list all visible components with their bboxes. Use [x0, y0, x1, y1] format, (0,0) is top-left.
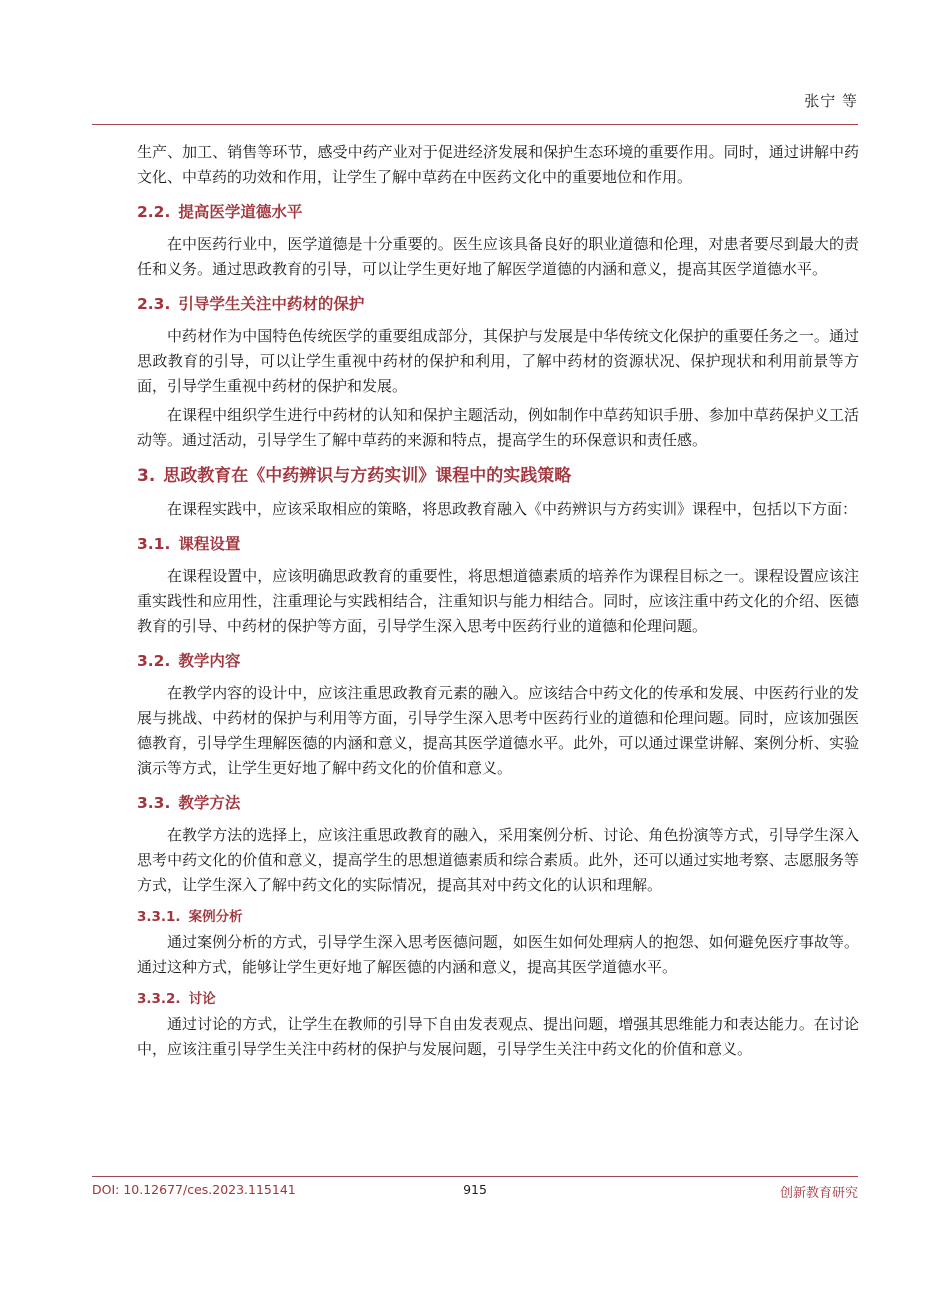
section-title: 案例分析: [188, 909, 243, 925]
paragraph: 通过讨论的方式，让学生在教师的引导下自由发表观点、提出问题，增强其思维能力和表达能力。在讨论中，应该注重引导学生关注中药材的保护与发展问题，引导学生关注中药文化的价值和意义。: [137, 1015, 859, 1058]
section-number: 3.3.: [137, 794, 171, 812]
section-title: 讨论: [188, 991, 216, 1007]
section-title: 提高医学道德水平: [178, 203, 303, 221]
running-header-author: 张宁 等: [804, 92, 858, 110]
doi-link[interactable]: DOI: 10.12677/ces.2023.115141: [92, 1182, 296, 1197]
section-title: 课程设置: [178, 535, 241, 553]
footer-divider: [92, 1176, 858, 1177]
paragraph: 生产、加工、销售等环节，感受中药产业对于促进经济发展和保护生态环境的重要作用。同时，通过讲解中药文化、中草药的功效和作用，让学生了解中草药在中医药文化中的重要地位和作用。: [137, 143, 859, 186]
section-heading-3-3-1: [137, 906, 859, 928]
paragraph: 在教学方法的选择上，应该注重思政教育的融入，采用案例分析、讨论、角色扮演等方式，引导学生深入思考中药文化的价值和意义，提高学生的思想道德素质和综合素质。此外，还可以通过实地考察、志愿服务等方式，让学生深入了解中药文化的实际情况，提高其对中药文化的认识和理解。: [137, 826, 859, 894]
paragraph: 在课程实践中，应该采取相应的策略，将思政教育融入《中药辨识与方药实训》课程中，包括以下方面：: [167, 500, 858, 518]
header-divider: [92, 124, 858, 125]
paragraph: 中药材作为中国特色传统医学的重要组成部分，其保护与发展是中华传统文化保护的重要任务之一。通过思政教育的引导，可以让学生重视中药材的保护和利用，了解中药材的资源状况、保护现状和利用前景等方面，引导学生重视中药材的保护和发展。: [137, 327, 859, 395]
section-title: 思政教育在《中药辨识与方药实训》课程中的实践策略: [163, 466, 572, 486]
article-body: [137, 140, 859, 1066]
paragraph: 在课程设置中，应该明确思政教育的重要性，将思想道德素质的培养作为课程目标之一。课程设置应该注重实践性和应用性，注重理论与实践相结合，注重知识与能力相结合。同时，应该注重中药文化的介绍、医德教育的引导、中药材的保护等方面，引导学生深入思考中医药行业的道德和伦理问题。: [137, 567, 859, 635]
section-number: 2.3.: [137, 295, 171, 313]
paragraph: 在教学内容的设计中，应该注重思政教育元素的融入。应该结合中药文化的传承和发展、中医药行业的发展与挑战、中药材的保护与利用等方面，引导学生深入思考中医药行业的道德和伦理问题。同时，应该加强医德教育，引导学生理解医德的内涵和意义，提高其医学道德水平。此外，可以通过课堂讲解、案例分析、实验演示等方式，让学生更好地了解中药文化的价值和意义。: [137, 684, 859, 777]
paragraph: 通过案例分析的方式，引导学生深入思考医德问题，如医生如何处理病人的抱怨、如何避免医疗事故等。通过这种方式，能够让学生更好地了解医德的内涵和意义，提高其医学道德水平。: [137, 933, 859, 976]
section-number: 3.1.: [137, 535, 171, 553]
section-heading-3-2: [137, 649, 859, 673]
section-heading-3: [137, 463, 859, 489]
section-heading-3-1: [137, 532, 859, 556]
section-heading-3-3-2: [137, 988, 859, 1010]
section-heading-2-3: [137, 292, 859, 316]
paragraph: 在课程中组织学生进行中药材的认知和保护主题活动，例如制作中草药知识手册、参加中草药保护义工活动等。通过活动，引导学生了解中草药的来源和特点，提高学生的环保意识和责任感。: [137, 406, 859, 449]
paragraph: 在中医药行业中，医学道德是十分重要的。医生应该具备良好的职业道德和伦理，对患者要尽到最大的责任和义务。通过思政教育的引导，可以让学生更好地了解医学道德的内涵和意义，提高其医学道德水平。: [137, 235, 859, 278]
section-title: 引导学生关注中药材的保护: [178, 295, 365, 313]
page-number: 915: [463, 1182, 487, 1197]
section-number: 3.2.: [137, 652, 171, 670]
section-number: 3.: [137, 466, 156, 486]
section-title: 教学方法: [178, 794, 241, 812]
section-number: 3.3.1.: [137, 909, 181, 925]
section-heading-2-2: [137, 200, 859, 224]
page-footer: [92, 1182, 858, 1204]
journal-name: 创新教育研究: [779, 1186, 858, 1201]
section-heading-3-3: [137, 791, 859, 815]
section-number: 2.2.: [137, 203, 171, 221]
section-title: 教学内容: [178, 652, 241, 670]
section-number: 3.3.2.: [137, 991, 181, 1007]
